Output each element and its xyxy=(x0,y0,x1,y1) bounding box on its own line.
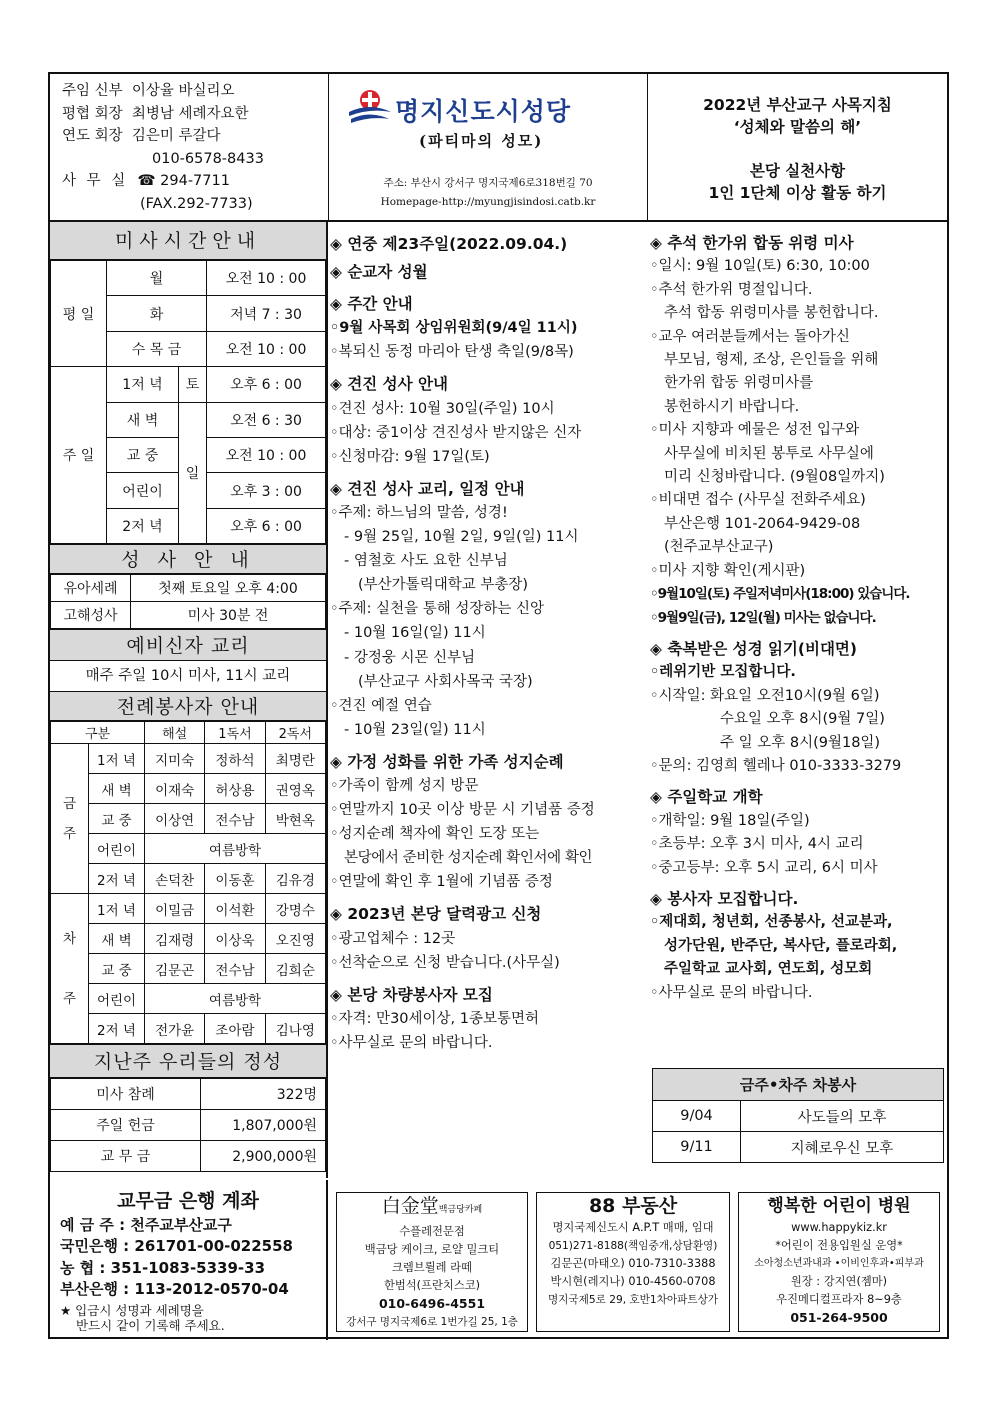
notice-line: 한가위 합동 위령미사를 xyxy=(664,375,814,392)
vol-cell: 김나영 xyxy=(265,1014,325,1044)
notice-line: ◦가족이 함께 성지 방문 xyxy=(330,777,479,794)
church-title-block xyxy=(328,74,648,220)
section-heading: ◈ 2023년 본당 달력광고 신청 xyxy=(330,905,542,924)
notice-line: ◦사무실로 문의 바랍니다. xyxy=(650,984,813,1001)
vol-mass: 2저 녁 xyxy=(89,1014,145,1044)
vol-mass: 새 벽 xyxy=(89,924,145,954)
sacraments-title: 성 사 안 내 xyxy=(50,544,326,574)
vol-cell: 이상욱 xyxy=(205,924,265,954)
vol-cell: 정하석 xyxy=(205,744,265,774)
vol-cell: 최명란 xyxy=(265,744,325,774)
vol-cell: 조아람 xyxy=(205,1014,265,1044)
mass-name: 새 벽 xyxy=(107,402,179,437)
notice-line: - 10월 16일(일) 11시 xyxy=(344,625,486,642)
offering-name: 교 무 금 xyxy=(51,1141,201,1172)
catechumen-title: 예비신자 교리 xyxy=(50,629,326,661)
mass-name: 어린이 xyxy=(107,473,179,508)
ad-line: 051-264-9500 xyxy=(790,1310,888,1325)
notice-line: ◦비대면 접수 (사무실 전화주세요) xyxy=(650,492,866,509)
ad-line: 김문곤(마태오) 010-7310-3388 xyxy=(550,1257,716,1270)
notice-line: ◦개학일: 9월 18일(주일) xyxy=(650,812,810,829)
notice-line: 부산은행 101-2064-9429-08 xyxy=(664,515,861,532)
vol-header: 2독서 xyxy=(265,722,325,744)
notice-line: ◦제대회, 청년회, 선종봉사, 선교분과, xyxy=(650,914,893,931)
church-name: 명지신도시성당 xyxy=(395,97,572,126)
mass-time: 오후 3 : 00 xyxy=(207,473,326,508)
vol-mass: 2저 녁 xyxy=(89,864,145,894)
offering-value: 2,900,000원 xyxy=(201,1141,326,1172)
notice-line: - 강정웅 시몬 신부님 xyxy=(344,649,476,666)
bank-holder: 예 금 주 : 천주교부산교구 xyxy=(60,1216,232,1234)
offering-value: 1,807,000원 xyxy=(201,1110,326,1141)
vol-header: 구분 xyxy=(51,722,145,744)
notice-line: (부산교구 사회사목국 국장) xyxy=(358,673,533,690)
car-service-table xyxy=(652,1068,944,1163)
mass-name: 2저 녁 xyxy=(107,508,179,543)
notice-line: 본당에서 준비한 성지순례 확인서에 확인 xyxy=(344,850,593,867)
vol-cell: 이동훈 xyxy=(205,864,265,894)
notice-line: 미리 신청바랍니다. (9월08일까지) xyxy=(664,469,885,486)
notice-line: ◦시작일: 화요일 오전10시(9월 6일) xyxy=(650,687,880,704)
car-team: 지혜로우신 모후 xyxy=(741,1132,944,1163)
vol-cell: 전수남 xyxy=(205,804,265,834)
notice-line: ◦견진 예절 연습 xyxy=(330,697,432,714)
bank-note: ★ 입금시 성명과 세례명을 반드시 같이 기록해 주세요. xyxy=(60,1302,225,1333)
next-week-label: 차 주 xyxy=(51,894,89,1044)
ad-title: 88 부동산 xyxy=(588,1195,678,1217)
notice-line: ◦미사 지향과 예물은 성전 입구와 xyxy=(650,422,860,439)
ad-line: 우진메디컬프라자 8~9층 xyxy=(776,1293,902,1306)
notice-line: ◦주제: 하느님의 말씀, 성경! xyxy=(330,504,508,521)
notice-line: - 10월 23일(일) 11시 xyxy=(344,721,486,738)
staff-phone: 010-6578-8433 xyxy=(152,150,264,167)
offering-name: 미사 참례 xyxy=(51,1079,201,1110)
notice-line: ◦레위기반 모집합니다. xyxy=(650,664,796,681)
vol-mass: 어린이 xyxy=(89,984,145,1014)
church-address: 주소: 부산시 강서구 명지국제6로318번길 70 xyxy=(383,177,593,189)
vol-mass: 1저 녁 xyxy=(89,894,145,924)
vol-mass: 어린이 xyxy=(89,834,145,864)
vol-cell: 김재령 xyxy=(145,924,205,954)
notice-line: (천주교부산교구) xyxy=(664,539,774,556)
car-date: 9/11 xyxy=(653,1132,741,1163)
pastoral-guideline xyxy=(648,74,947,220)
offering-name: 주일 헌금 xyxy=(51,1110,201,1141)
notice-line: ◦연말에 확인 후 1월에 기념품 증정 xyxy=(330,874,553,891)
sacrament-value: 미사 30분 전 xyxy=(131,602,326,629)
left-column xyxy=(50,222,328,1178)
sacrament-value: 첫째 토요일 오후 4:00 xyxy=(131,575,326,602)
bank-account: 부산은행 : 113-2012-0570-04 xyxy=(60,1280,289,1299)
offering-value: 322명 xyxy=(201,1079,326,1110)
notice-line: ◦견진 성사: 10월 30일(주일) 10시 xyxy=(330,400,555,417)
section-heading: ◈ 축복받은 성경 읽기(비대면) xyxy=(650,639,857,658)
mass-subday: 토 xyxy=(179,367,207,402)
catechumen-text: 매주 주일 10시 미사, 11시 교리 xyxy=(85,668,291,685)
sacraments-table xyxy=(50,574,326,629)
ad-line: 박시현(레지나) 010-4560-0708 xyxy=(550,1275,716,1288)
vol-cell: 권영옥 xyxy=(265,774,325,804)
ad-line: 명지국제신도시 A.P.T 매매, 임대 xyxy=(552,1221,714,1234)
bank-account: 농 협 : 351-1083-5339-33 xyxy=(60,1258,266,1277)
mass-time: 오전 10 : 00 xyxy=(207,331,326,366)
mass-time: 오전 6 : 30 xyxy=(207,402,326,437)
mass-schedule-title: 미사시간안내 xyxy=(50,222,326,260)
church-subtitle: (파티마의 성모) xyxy=(419,132,544,150)
ad-title: 白金堂백금당카페 xyxy=(381,1195,483,1217)
car-team: 사도들의 모후 xyxy=(741,1101,944,1132)
ad-line: 원장 : 강지연(젬마) xyxy=(790,1275,888,1288)
ad-hospital xyxy=(738,1192,940,1332)
notice-line: 봉헌하시기 바랍니다. xyxy=(664,398,800,415)
notice-line: 주 일 오후 8시(9월18일) xyxy=(720,734,881,751)
notice-line: 주일학교 교사회, 연도회, 성모회 xyxy=(664,961,873,978)
notice-line: ◦선착순으로 신청 받습니다.(사무실) xyxy=(330,954,560,971)
ad-line: 수플레전문점 xyxy=(399,1225,465,1238)
notice-line: - 9월 25일, 10월 2일, 9일(일) 11시 xyxy=(344,529,579,546)
section-heading: ◈ 견진 성사 안내 xyxy=(330,375,448,394)
ad-line: 051)271-8188(책임중개,상담환영) xyxy=(548,1240,718,1252)
vol-cell: 전가윤 xyxy=(145,1014,205,1044)
notice-line: ◦중고등부: 오후 5시 교리, 6시 미사 xyxy=(650,859,878,876)
vol-cell: 이석환 xyxy=(205,894,265,924)
vol-header: 해설 xyxy=(145,722,205,744)
vol-cell: 김희순 xyxy=(265,954,325,984)
vol-cell: 박현옥 xyxy=(265,804,325,834)
notice-line: (부산가톨릭대학교 부총장) xyxy=(358,577,528,594)
section-heading: ◈ 본당 차량봉사자 모집 xyxy=(330,985,493,1004)
mass-schedule-table xyxy=(50,260,326,544)
notice-line: ◦주제: 실천을 통해 성장하는 신앙 xyxy=(330,601,544,618)
church-homepage[interactable]: Homepage-http://myungjisindosi.catb.kr xyxy=(380,196,596,208)
notice-line: - 염철호 사도 요한 신부님 xyxy=(344,553,508,570)
vol-cell: 강명수 xyxy=(265,894,325,924)
motto-title: 2022년 부산교구 사목지침 xyxy=(703,96,892,114)
notice-line: 부모님, 형제, 조상, 은인들을 위해 xyxy=(664,352,879,369)
mass-time: 저녁 7 : 30 xyxy=(207,296,326,331)
middle-column xyxy=(330,232,646,1055)
vol-cell: 손덕찬 xyxy=(145,864,205,894)
section-heading: ◈ 추석 한가위 합동 위령 미사 xyxy=(650,234,854,252)
notice-line: ◦초등부: 오후 3시 미사, 4시 교리 xyxy=(650,836,864,853)
ad-line: 010-6496-4551 xyxy=(378,1296,486,1311)
notice-line: 추석 합동 위령미사를 봉헌합니다. xyxy=(664,305,879,322)
header xyxy=(50,74,947,222)
notice-line: ◦9월9일(금), 12일(월) 미사는 없습니다. xyxy=(650,609,876,626)
staff-yeondo: 연도 회장 김은미 루갈다 xyxy=(62,128,221,145)
staff-info xyxy=(62,80,332,216)
bulletin-page xyxy=(48,72,949,1339)
mass-time: 오전 10 : 00 xyxy=(207,437,326,472)
ad-line: 명지국제5로 29, 호반1차아파트상가 xyxy=(547,1294,719,1306)
section-heading: ◈ 가정 성화를 위한 가족 성지순례 xyxy=(330,752,564,771)
vol-mass: 1저 녁 xyxy=(89,744,145,774)
mass-day: 월 xyxy=(107,261,207,296)
volunteers-title: 전례봉사자 안내 xyxy=(50,691,326,721)
notice-line: ◦추석 한가위 명절입니다. xyxy=(650,281,813,298)
vol-mass: 새 벽 xyxy=(89,774,145,804)
notice-line: ◦신청마감: 9월 17일(토) xyxy=(330,448,490,465)
notice-line: ◦문의: 김영희 헬레나 010-3333-3279 xyxy=(650,757,902,774)
ad-cafe xyxy=(336,1192,528,1332)
vol-cell: 이재숙 xyxy=(145,774,205,804)
motto: ‘성체와 말씀의 해’ xyxy=(733,118,862,136)
bank-account: 국민은행 : 261701-00-022558 xyxy=(60,1237,293,1256)
ad-line: 강서구 명지국제6로 1번가길 25, 1층 xyxy=(346,1316,518,1328)
vol-cell: 오진영 xyxy=(265,924,325,954)
mass-day: 수 목 금 xyxy=(107,331,207,366)
volunteers-table xyxy=(50,721,326,1044)
ad-line: 한범석(프란치스코) xyxy=(383,1279,481,1292)
offerings-title: 지난주 우리들의 정성 xyxy=(50,1044,326,1078)
ad-line: 크렘브륄레 라떼 xyxy=(392,1261,472,1274)
vol-merged: 여름방학 xyxy=(145,834,326,864)
vol-cell: 이밀금 xyxy=(145,894,205,924)
vol-cell: 김문곤 xyxy=(145,954,205,984)
vol-cell: 지미숙 xyxy=(145,744,205,774)
right-column xyxy=(650,232,946,1005)
mass-subday: 일 xyxy=(179,402,207,544)
practice-title: 본당 실천사항 xyxy=(749,162,846,180)
sacrament-name: 유아세례 xyxy=(51,575,131,602)
car-service xyxy=(652,1068,944,1163)
weekday-label: 평 일 xyxy=(51,261,107,367)
notice-line: 성가단원, 반주단, 복사단, 플로라회, xyxy=(664,937,898,954)
bank-title: 교무금 은행 계좌 xyxy=(117,1190,259,1212)
ad-line: www.happykiz.kr xyxy=(791,1221,887,1234)
vol-cell: 허상용 xyxy=(205,774,265,804)
notice-line: ◦자격: 만30세이상, 1종보통면허 xyxy=(330,1010,540,1027)
vol-merged: 여름방학 xyxy=(145,984,326,1014)
ad-line: 소아청소년과내과 •이비인후과•피부과 xyxy=(754,1258,924,1269)
mass-day: 화 xyxy=(107,296,207,331)
notice-line: ◦복되신 동정 마리아 탄생 축일(9/8목) xyxy=(330,344,574,361)
this-week-label: 금 주 xyxy=(51,744,89,894)
sacrament-name: 고해성사 xyxy=(51,602,131,629)
vol-cell: 김유경 xyxy=(265,864,325,894)
notice-line: ◦일시: 9월 10일(토) 6:30, 10:00 xyxy=(650,258,870,275)
notice-line: ◦미사 지향 확인(게시판) xyxy=(650,562,806,579)
section-heading: ◈ 봉사자 모집합니다. xyxy=(650,889,799,908)
vol-mass: 교 중 xyxy=(89,804,145,834)
section-heading: ◈ 연중 제23주일(2022.09.04.) xyxy=(330,235,568,253)
vol-header: 1독서 xyxy=(205,722,265,744)
vol-cell: 전수남 xyxy=(205,954,265,984)
vol-mass: 교 중 xyxy=(89,954,145,984)
bank-accounts xyxy=(50,1180,328,1340)
notice-line: ◦사무실로 문의 바랍니다. xyxy=(330,1034,493,1051)
notice-line: ◦광고업체수 : 12곳 xyxy=(330,930,456,947)
sunday-label: 주 일 xyxy=(51,367,107,544)
notice-line: 사무실에 비치된 봉투로 사무실에 xyxy=(664,445,874,462)
notice-line: ◦9월10일(토) 주일저녁미사(18:00) 있습니다. xyxy=(650,586,910,603)
mass-time: 오전 10 : 00 xyxy=(207,261,326,296)
staff-priest: 주임 신부 이상율 바실리오 xyxy=(62,83,235,99)
notice-line: ◦성지순례 책자에 확인 도장 또는 xyxy=(330,826,540,843)
notice-line: ◦교우 여러분들께서는 돌아가신 xyxy=(650,328,850,345)
practice: 1인 1단체 이상 활동 하기 xyxy=(708,184,887,202)
car-service-title: 금주•차주 차봉사 xyxy=(653,1069,944,1101)
section-heading: ◈ 주간 안내 xyxy=(330,295,413,314)
notice-line: ◦연말까지 10곳 이상 방문 시 기념품 증정 xyxy=(330,802,595,819)
offerings-table xyxy=(50,1078,326,1172)
vol-cell: 이상연 xyxy=(145,804,205,834)
ad-line: 백금당 케이크, 로얄 밀크티 xyxy=(364,1243,500,1256)
section-heading: ◈ 순교자 성월 xyxy=(330,263,428,282)
ad-line: *어린이 전용입원실 운영* xyxy=(775,1239,903,1252)
church-logo-icon xyxy=(347,88,393,132)
section-heading: ◈ 주일학교 개학 xyxy=(650,788,763,807)
notice-line: ◦대상: 중1이상 견진성사 받지않은 신자 xyxy=(330,424,582,441)
ad-realty xyxy=(536,1192,730,1332)
car-date: 9/04 xyxy=(653,1101,741,1132)
notice-line: 수요일 오후 8시(9월 7일) xyxy=(720,711,885,728)
ad-title: 행복한 어린이 병원 xyxy=(767,1196,911,1216)
mass-time: 오후 6 : 00 xyxy=(207,367,326,402)
mass-name: 1저 녁 xyxy=(107,367,179,402)
mass-name: 교 중 xyxy=(107,437,179,472)
notice-line: ◦9월 사목회 상임위원회(9/4일 11시) xyxy=(330,320,578,337)
staff-council: 평협 회장 최병남 세례자요한 xyxy=(62,105,249,122)
office-fax: (FAX.292-7733) xyxy=(140,195,253,212)
mass-time: 오후 6 : 00 xyxy=(207,508,326,543)
church-address-block xyxy=(329,174,647,212)
section-heading: ◈ 견진 성사 교리, 일정 안내 xyxy=(330,479,525,498)
office-phone: 사 무 실 ☎ 294-7711 xyxy=(62,173,230,190)
